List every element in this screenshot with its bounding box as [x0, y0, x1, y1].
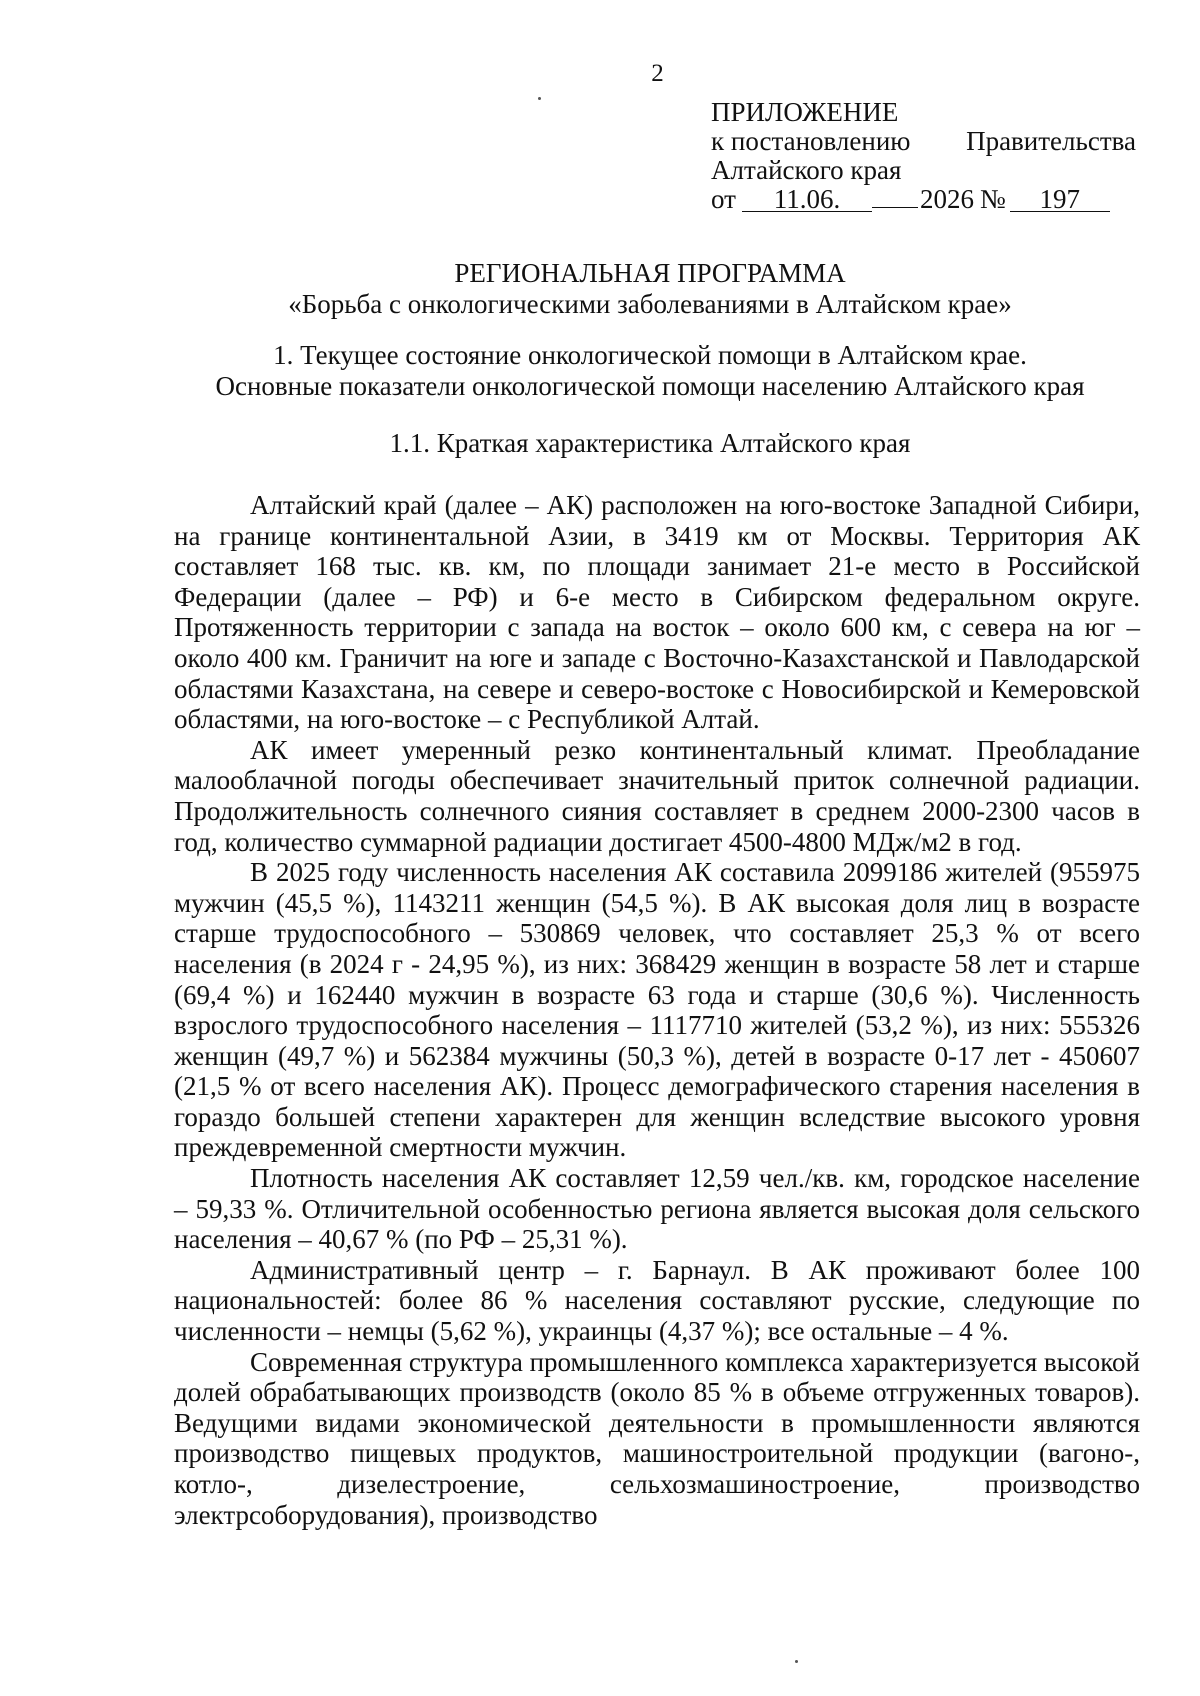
number-sign: № — [979, 184, 1006, 214]
page-number: 2 — [651, 60, 664, 87]
appendix-title: ПРИЛОЖЕНИЕ — [711, 97, 899, 127]
section-heading-line-2: Основные показатели онкологической помощи населению Алтайского края — [215, 371, 1085, 401]
date-value: 11.06. — [742, 187, 872, 212]
scan-speck — [538, 97, 541, 100]
paragraph-density: Плотность населения АК составляет 12,59 чел./кв. км, городское население – 59,33 %. Отличительной особенностью региона является высокая доля сельского населения – 40,67 % (по РФ – 25,31 %). — [174, 1163, 1140, 1255]
program-name: «Борьба с онкологическими заболеваниями в Алтайском крае» — [288, 289, 1012, 319]
paragraph-geography: Алтайский край (далее – АК) расположен на юго-востоке Западной Сибири, на границе континентальной Азии, в 3419 км от Москвы. Территория АК составляет 168 тыс. кв. км, по площади занимает 21-е место в Российской Федерации (далее – РФ) и 6-е место в Сибирском федеральном округе. Протяженность территории с запада на восток – около 600 км, с севера на юг – около 400 км. Граничит на юге и западе с Восточно-Казахстанской и Павлодарской областями Казахстана, на севере и северо-востоке с Новосибирской и Кемеровской областями, на юго-востоке – с Республикой Алтай. — [174, 490, 1140, 735]
appendix-date-line — [711, 185, 1136, 214]
date-year: 2026 — [919, 184, 974, 214]
section-heading — [160, 340, 1140, 402]
appendix-line-2: Алтайского края — [711, 155, 902, 185]
scan-speck — [795, 1660, 798, 1663]
date-prefix: от — [711, 184, 736, 214]
subsection-title: 1.1. Краткая характеристика Алтайского края — [389, 428, 911, 458]
paragraph-climate: АК имеет умеренный резко континентальный климат. Преобладание малооблачной погоды обеспечивает значительный приток солнечной радиации. Продолжительность солнечного сияния составляет в среднем 2000-2300 часов в год, количество суммарной радиации достигает 4500-4800 МДж/м2 в год. — [174, 734, 1140, 857]
appendix-line-1-left: к постановлению — [711, 126, 911, 156]
paragraph-industry: Современная структура промышленного комплекса характеризуется высокой долей обрабатывающих производств (около 85 % в объеме отгруженных товаров). Ведущими видами экономической деятельности в промышленности являются производство пищевых продуктов, машиностроительной продукции (вагоно-, котло-, дизелестроение, сельхозмашиностроение, производство электрсоборудования), производство — [174, 1346, 1140, 1530]
body-text — [174, 490, 1140, 1530]
program-label: РЕГИОНАЛЬНАЯ ПРОГРАММА — [454, 258, 846, 288]
appendix-block — [711, 98, 1136, 214]
appendix-line-1 — [711, 127, 1136, 156]
program-heading — [160, 258, 1140, 320]
paragraph-population: В 2025 году численность населения АК составила 2099186 жителей (955975 мужчин (45,5 %), 1143211 женщин (54,5 %). В АК высокая доля лиц в возрасте старше трудоспособного – 530869 человек, что составляет 25,3 % от всего населения (в 2024 г - 24,95 %), из них: 368429 женщин в возрасте 58 лет и старше (69,4 %) и 162440 мужчин в возрасте 63 года и старше (30,6 %). Численность взрослого трудоспособного населения – 1117710 жителей (53,2 %), из них: 555326 женщин (49,7 %) и 562384 мужчины (50,3 %), детей в возрасте 0-17 лет - 450607 (21,5 % от всего населения АК). Процесс демографического старения населения в гораздо большей степени характерен для женщин вследствие высокого уровня преждевременной смертности мужчин. — [174, 857, 1140, 1163]
document-number: 197 — [1010, 187, 1110, 212]
section-heading-line-1: 1. Текущее состояние онкологической помощи в Алтайском крае. — [273, 340, 1027, 370]
subsection-heading — [160, 428, 1140, 459]
appendix-line-1-right: Правительства — [966, 126, 1136, 156]
date-gap-underline — [872, 207, 918, 208]
paragraph-nationalities: Административный центр – г. Барнаул. В АК проживают более 100 национальностей: более 86 % населения составляют русские, следующие по численности – немцы (5,62 %), украинцы (4,37 %); все остальные – 4 %. — [174, 1254, 1140, 1347]
